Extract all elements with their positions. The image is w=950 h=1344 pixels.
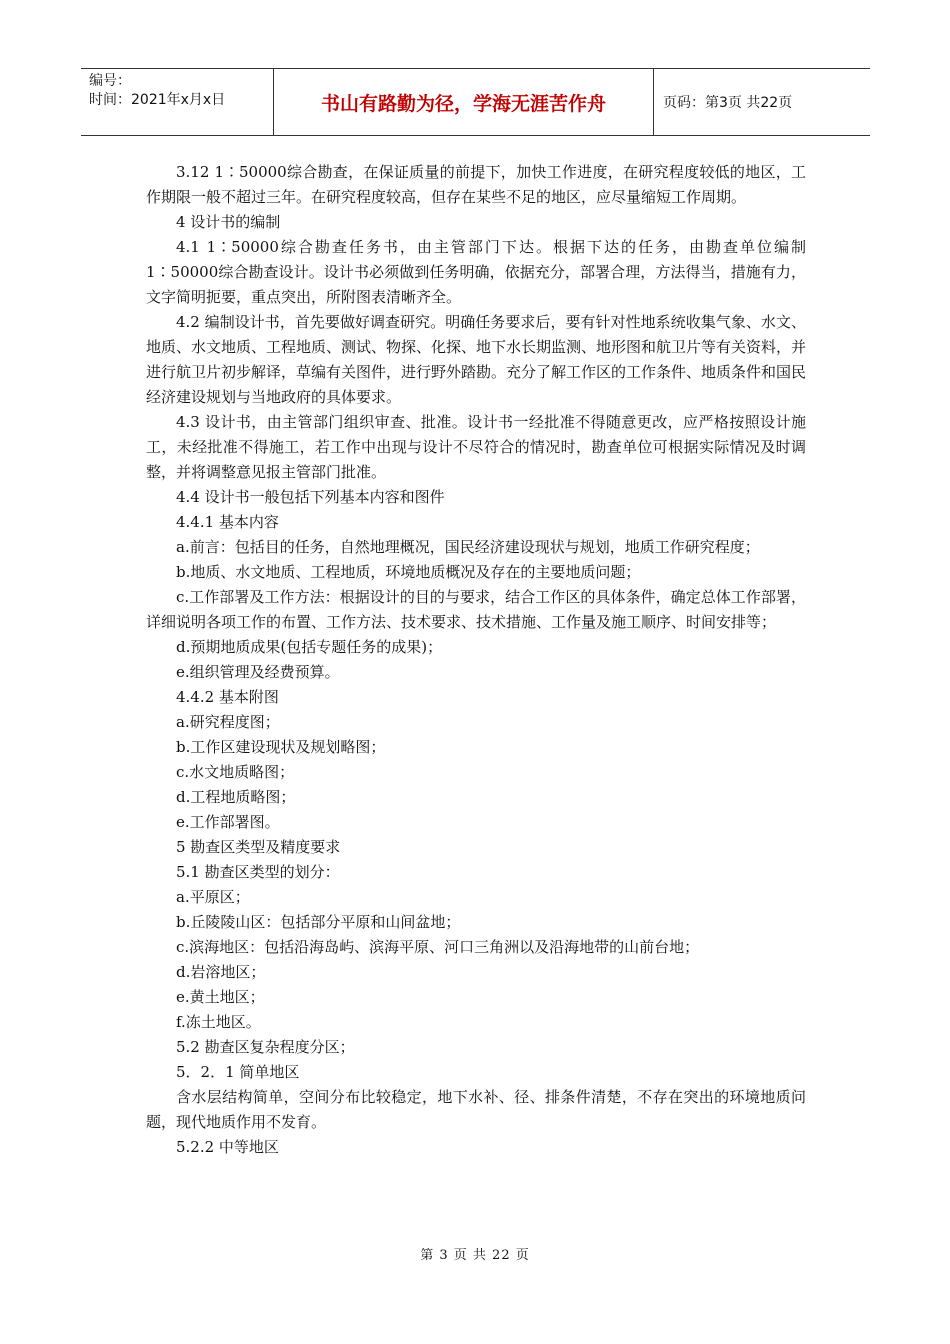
list-item: e.工作部署图。: [176, 813, 280, 831]
list-item: a.研究程度图；: [176, 713, 280, 731]
list-item: e.黄土地区；: [176, 988, 265, 1006]
paragraph: 3.12 1∶50000综合勘查，在保证质量的前提下，加快工作进度，在研究程度较低的地区，工作期限一般不超过三年。在研究程度较高，但存在某些不足的地区，应尽量缩短工作周期。: [146, 163, 806, 206]
document-body: [146, 160, 806, 1160]
list-item: a.平原区；: [176, 888, 250, 906]
list-item: f.冻土地区。: [176, 1013, 261, 1031]
list-item: e.组织管理及经费预算。: [176, 663, 340, 681]
subsection-heading: 5.2 勘查区复杂程度分区；: [176, 1038, 355, 1056]
list-item: b.丘陵陵山区：包括部分平原和山间盆地；: [176, 913, 461, 931]
list-item: d.预期地质成果(包括专题任务的成果)；: [176, 638, 443, 656]
section-heading: 4 设计书的编制: [176, 213, 281, 231]
subsection-heading: 4.4.2 基本附图: [176, 688, 279, 706]
list-item: a.前言：包括目的任务，自然地理概况，国民经济建设现状与规划，地质工作研究程度；: [176, 538, 760, 556]
paragraph: 4.3 设计书，由主管部门组织审查、批准。设计书一经批准不得随意更改，应严格按照设计施工，未经批准不得施工，若工作中出现与设计不尽符合的情况时，勘查单位可根据实际情况及时调整，并将调整意见报主管部门批准。: [146, 413, 806, 481]
section-heading: 5 勘查区类型及精度要求: [176, 838, 341, 856]
list-item: d.岩溶地区；: [176, 963, 266, 981]
document-number: 编号：: [89, 73, 131, 89]
list-item: c.滨海地区：包括沿海岛屿、滨海平原、河口三角洲以及沿海地带的山前台地；: [176, 938, 700, 956]
paragraph: 含水层结构简单，空间分布比较稳定，地下水补、径、排条件清楚，不存在突出的环境地质问题，现代地质作用不发育。: [146, 1088, 806, 1131]
header-meta: [81, 69, 274, 135]
page-header: [81, 68, 870, 136]
list-item: b.工作区建设现状及规划略图；: [176, 738, 386, 756]
header-page-info: 页码：第3页 共22页: [663, 95, 793, 111]
list-item: c.工作部署及工作方法：根据设计的目的与要求，结合工作区的具体条件，确定总体工作部署，详细说明各项工作的布置、工作方法、技术要求、技术措施、工作量及施工顺序、时间安排等；: [146, 588, 806, 631]
subsection-heading: 5．2．1 简单地区: [176, 1063, 300, 1081]
subsection-heading: 5.2.2 中等地区: [176, 1138, 279, 1156]
list-item: d.工程地质略图；: [176, 788, 296, 806]
paragraph: 4.4 设计书一般包括下列基本内容和图件: [176, 488, 445, 506]
paragraph: 4.1 1∶50000综合勘查任务书，由主管部门下达。根据下达的任务，由勘查单位编制1∶50000综合勘查设计。设计书必须做到任务明确，依据充分，部署合理，方法得当，措施有力，文字简明扼要，重点突出，所附图表清晰齐全。: [146, 238, 806, 306]
subsection-heading: 5.1 勘查区类型的划分：: [176, 863, 340, 881]
list-item: c.水文地质略图；: [176, 763, 295, 781]
page-footer: 第 3 页 共 22 页: [420, 1248, 530, 1263]
paragraph: 4.2 编制设计书，首先要做好调查研究。明确任务要求后，要有针对性地系统收集气象、水文、地质、水文地质、工程地质、测试、物探、化探、地下水长期监测、地形图和航卫片等有关资料，并进行航卫片初步解译，草编有关图件，进行野外踏勘。充分了解工作区的工作条件、地质条件和国民经济建设规划与当地政府的具体要求。: [146, 313, 807, 406]
list-item: b.地质、水文地质、工程地质，环境地质概况及存在的主要地质问题；: [176, 563, 641, 581]
document-time: 时间：2021年x月x日: [89, 92, 226, 108]
subsection-heading: 4.4.1 基本内容: [176, 513, 279, 531]
header-motto: 书山有路勤为径，学海无涯苦作舟: [274, 69, 654, 135]
